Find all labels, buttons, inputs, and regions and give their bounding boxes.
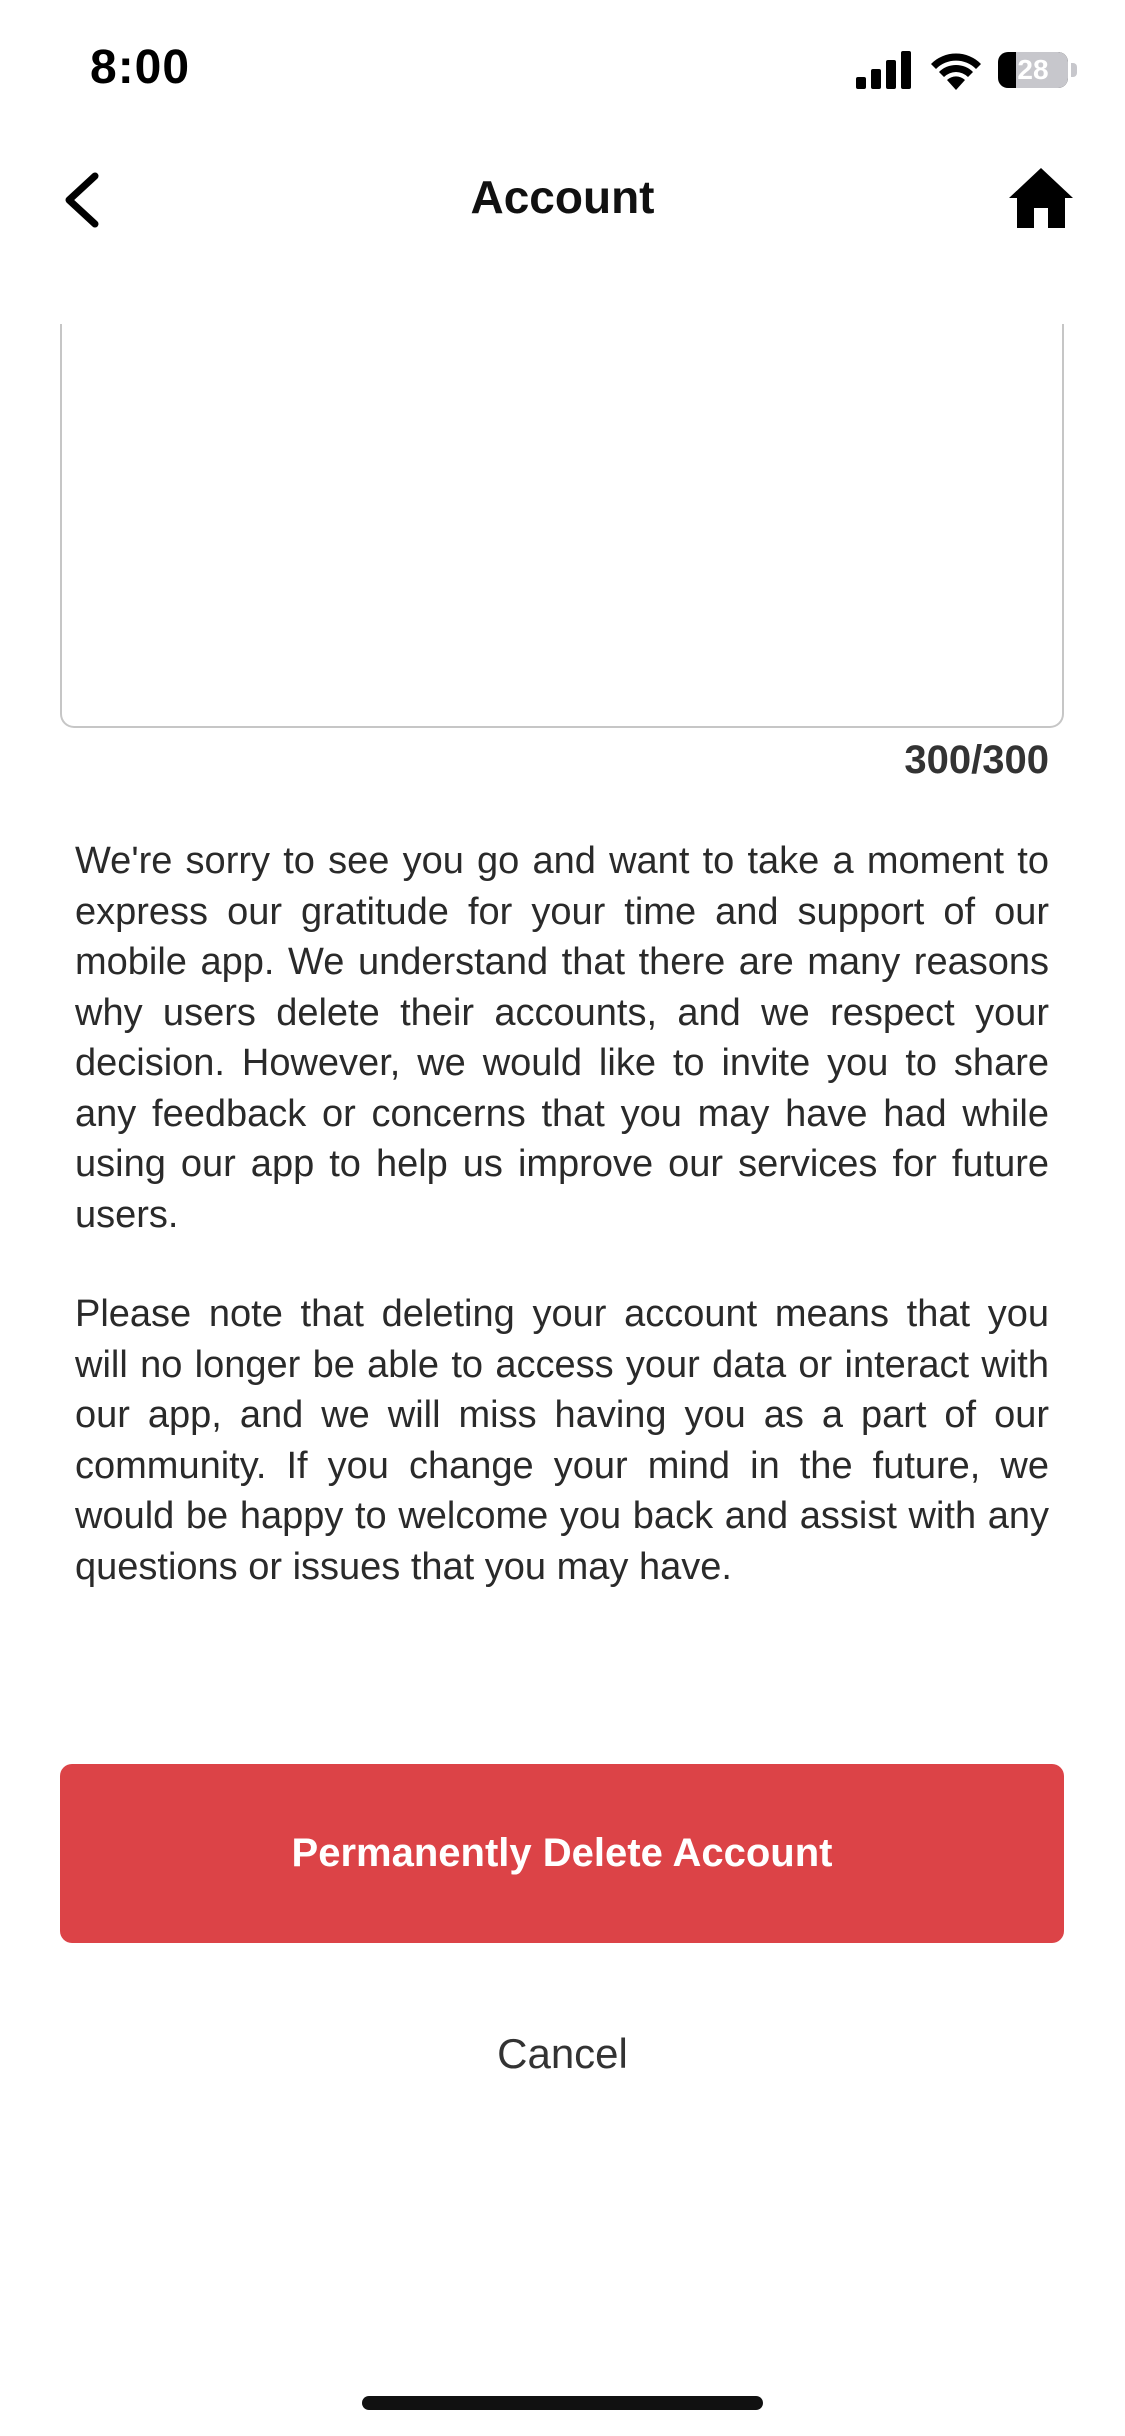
farewell-message: We're sorry to see you go and want to take a moment to express our gratitude for your time and support of our mobile app. We understand that there are many reasons why users delete their accounts, and we respect your decision. However, we would like to invite you to share any feedback or concerns that you may have had while using our app to help us improve our services for future users. bbox=[75, 840, 1049, 1236]
home-icon bbox=[1007, 166, 1075, 230]
permanently-delete-button[interactable]: Permanently Delete Account bbox=[60, 1764, 1064, 1943]
character-counter: 300/300 bbox=[904, 738, 1049, 782]
status-time: 8:00 bbox=[90, 41, 191, 94]
home-button[interactable] bbox=[1007, 166, 1075, 230]
battery-icon bbox=[998, 52, 1068, 88]
feedback-textarea[interactable] bbox=[60, 324, 1064, 728]
cancel-button[interactable]: Cancel bbox=[497, 2030, 628, 2077]
battery-nub bbox=[1071, 63, 1077, 77]
battery-level: 28 bbox=[1017, 54, 1049, 85]
signal-icon bbox=[856, 51, 912, 89]
status-bar bbox=[0, 0, 1125, 140]
status-icons bbox=[856, 48, 1077, 92]
home-indicator[interactable] bbox=[362, 2396, 763, 2410]
deletion-notice: Please note that deleting your account means that you will no longer be able to access your data or interact with our app, and we will miss having you as a part of our community. If you change your mind in the future, we would be happy to welcome you back and assist with any questions or issues that you may have. bbox=[75, 1293, 1049, 1588]
page-title: Account bbox=[470, 171, 655, 223]
wifi-icon bbox=[930, 50, 982, 90]
nav-header bbox=[0, 150, 1125, 250]
